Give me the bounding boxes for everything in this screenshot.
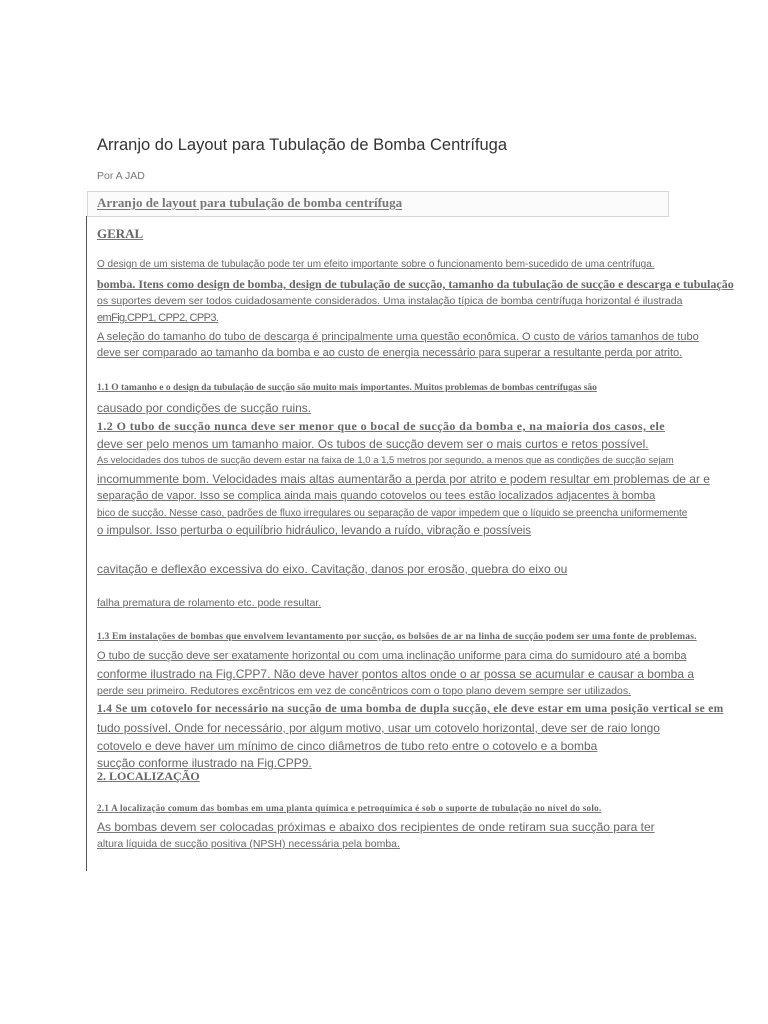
text-line: emFig.CPP1, CPP2, CPP3. xyxy=(97,312,219,324)
text-line: tudo possível. Onde for necessário, por algum motivo, usar um cotovelo horizontal, deve ser de raio longo xyxy=(97,721,660,735)
text-line: 1.3 Em instalações de bombas que envolvem levantamento por sucção, os bolsões de ar na linha de sucção podem ser uma fonte de problemas. xyxy=(97,632,697,642)
text-line: cavitação e deflexão excessiva do eixo. Cavitação, danos por erosão, quebra do eixo ou xyxy=(97,562,568,576)
section-heading-geral: GERAL xyxy=(97,226,144,241)
text-line: bomba. Itens como design de bomba, design de tubulação de sucção, tamanho da tubulação de sucção e descarga e tubulação xyxy=(97,277,734,291)
text-line: sucção conforme ilustrado na Fig.CPP9. xyxy=(97,756,312,770)
text-line: separação de vapor. Isso se complica ainda mais quando cotovelos ou tees estão localizados adjacentes à bomba xyxy=(97,490,656,502)
text-line: 1.2 O tubo de sucção nunca deve ser menor que o bocal de sucção da bomba e, na maioria dos casos, ele xyxy=(97,419,665,433)
author-byline: Por A JAD xyxy=(97,170,145,182)
left-margin-rule xyxy=(86,216,87,871)
text-line: cotovelo e deve haver um mínimo de cinco diâmetros de tubo reto entre o cotovelo e a bomba xyxy=(97,739,598,753)
text-line: altura líquida de sucção positiva (NPSH) necessária pela bomba. xyxy=(97,838,400,850)
text-line: deve ser comparado ao tamanho da bomba e ao custo de energia necessário para superar a resultante perda por atrito. xyxy=(97,347,683,359)
text-line: 2.1 A localização comum das bombas em uma planta química e petroquímica é sob o suporte de tubulação no nível do solo. xyxy=(97,803,602,813)
text-line: O tubo de sucção deve ser exatamente horizontal ou com uma inclinação uniforme para cima do sumidouro até a bomba xyxy=(97,650,687,662)
text-line: perde seu primeiro. Redutores excêntricos em vez de concêntricos com o topo plano devem sempre ser utilizados. xyxy=(97,685,632,697)
text-line: conforme ilustrado na Fig.CPP7. Não deve haver pontos altos onde o ar possa se acumular e causar a bomba a xyxy=(97,667,695,681)
section-heading-localizacao: 2. LOCALIZAÇÃO xyxy=(97,769,200,783)
text-line: deve ser pelo menos um tamanho maior. Os tubos de sucção devem ser o mais curtos e retos possível. xyxy=(97,437,649,451)
text-line: A seleção do tamanho do tubo de descarga é principalmente uma questão econômica. O custo de vários tamanhos de tubo xyxy=(97,331,699,343)
text-line: O design de um sistema de tubulação pode ter um efeito importante sobre o funcionamento bem-sucedido de uma centrífuga. xyxy=(97,259,655,270)
text-line: 1.4 Se um cotovelo for necessário na sucção de uma bomba de dupla sucção, ele deve estar em uma posição vertical se em xyxy=(97,703,724,715)
text-line: As bombas devem ser colocadas próximas e abaixo dos recipientes de onde retiram sua sucção para ter xyxy=(97,820,655,834)
text-line: causado por condições de sucção ruins. xyxy=(97,401,312,415)
text-line: os suportes devem ser todos cuidadosamente considerados. Uma instalação típica de bomba centrífuga horizontal é ilustrada xyxy=(97,295,683,307)
text-line: bico de sucção. Nesse caso, padrões de fluxo irregulares ou separação de vapor impedem que o líquido se preencha uniformemente xyxy=(97,508,688,519)
text-line: 1.1 O tamanho e o design da tubulação de sucção são muito mais importantes. Muitos problemas de bombas centrífugas são xyxy=(97,383,597,393)
text-line: incomummente bom. Velocidades mais altas aumentarão a perda por atrito e podem resultar em problemas de ar e xyxy=(97,472,710,486)
text-line: As velocidades dos tubos de sucção devem estar na faixa de 1,0 a 1,5 metros por segundo, a menos que as condições de sucção sejam xyxy=(97,455,674,466)
text-line: falha prematura de rolamento etc. pode resultar. xyxy=(97,597,322,609)
text-line: o impulsor. Isso perturba o equilíbrio hidráulico, levando a ruído, vibração e possíveis xyxy=(97,525,532,537)
document-title: Arranjo de layout para tubulação de bomba centrífuga xyxy=(97,195,403,210)
page-title: Arranjo do Layout para Tubulação de Bomba Centrífuga xyxy=(97,136,508,154)
